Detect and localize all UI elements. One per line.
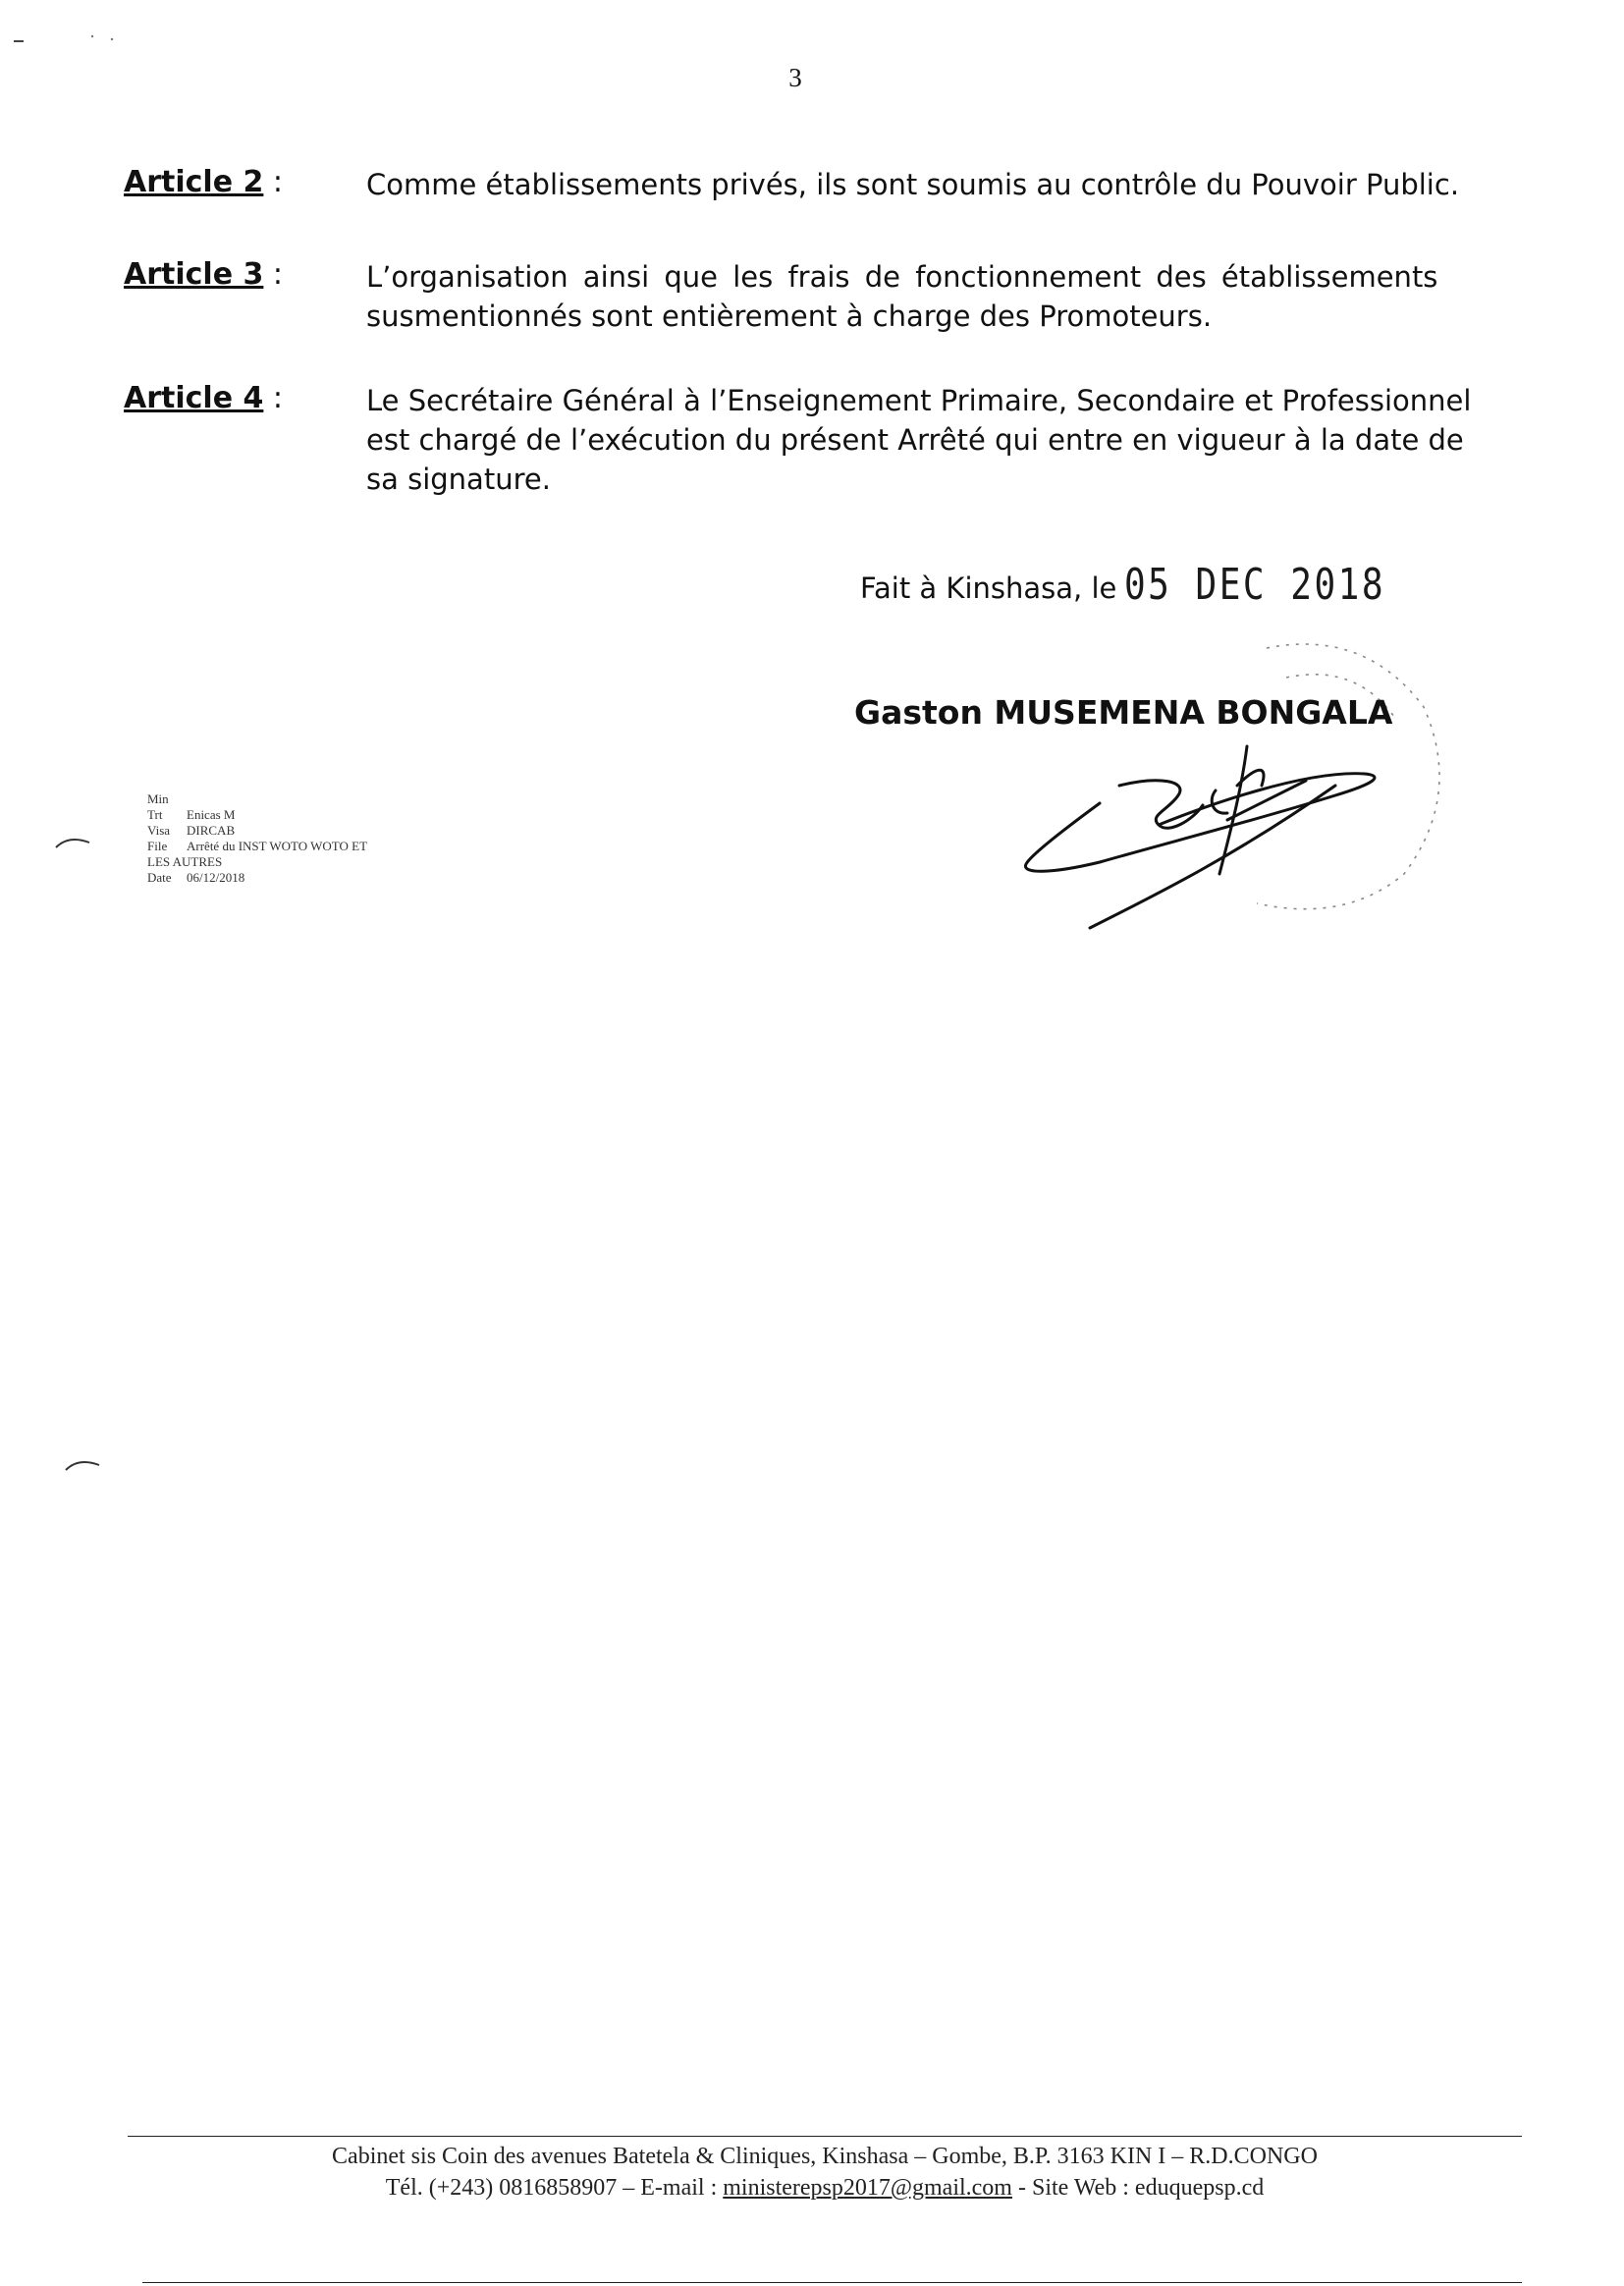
punch-mark <box>64 1455 103 1475</box>
reference-block <box>147 791 367 886</box>
reference-line: Min <box>147 791 169 806</box>
punch-mark <box>54 833 93 852</box>
article-3-text <box>366 257 1471 336</box>
footer-email-link[interactable]: ministerepsp2017@gmail.com <box>723 2175 1012 2201</box>
reference-line: File Arrêté du INST WOTO WOTO ET <box>147 839 368 853</box>
reference-line: LES AUTRES <box>147 854 223 869</box>
article-label-text: Article 2 <box>124 165 264 199</box>
article-label-text: Article 4 <box>124 381 264 415</box>
date-stamp <box>1124 560 1442 610</box>
reference-line: Trt Enicas M <box>147 807 236 822</box>
article-label-text: Article 3 <box>124 257 264 292</box>
footer-contact: Tél. (+243) 0816858907 – E-mail : ministerepsp2017@gmail.com - Site Web : eduquepsp.cd <box>385 2175 1265 2201</box>
footer-address: Cabinet sis Coin des avenues Batetela & Cliniques, Kinshasa – Gombe, B.P. 3163 KIN I – R.D.CONGO <box>332 2144 1318 2169</box>
article-2-text <box>366 165 1471 204</box>
footer-top-rule <box>128 2136 1522 2137</box>
place-date-line <box>860 572 1116 605</box>
article-line: est chargé de l’exécution du présent Arrêté qui entre en vigueur à la date de <box>366 423 1464 457</box>
article-line: sa signature. <box>366 463 551 496</box>
article-2-label: Article 2 : <box>124 165 284 199</box>
reference-line: Date 06/12/2018 <box>147 870 245 885</box>
article-line: L’organisation ainsi que les frais de fonctionnement des établissements <box>366 260 1438 294</box>
article-line: susmentionnés sont entièrement à charge des Promoteurs. <box>366 299 1213 333</box>
article-line: Le Secrétaire Général à l’Enseignement Primaire, Secondaire et Professionnel <box>366 384 1472 417</box>
place-date-prefix: Fait à Kinshasa, le <box>860 572 1117 605</box>
stamped-date: 05 DEC 2018 <box>1124 560 1386 610</box>
scan-specks <box>10 27 118 47</box>
reference-line: Visa DIRCAB <box>147 823 236 838</box>
article-4-label: Article 4 : <box>124 381 284 415</box>
article-line: Comme établissements privés, ils sont soumis au contrôle du Pouvoir Public. <box>366 168 1460 201</box>
page-number: 3 <box>788 63 802 92</box>
article-3-label: Article 3 : <box>124 257 284 292</box>
signatory-name: Gaston MUSEMENA BONGALA <box>854 693 1393 732</box>
footer <box>128 2141 1522 2204</box>
footer-bottom-rule <box>142 2282 1522 2283</box>
article-4-text <box>366 381 1471 499</box>
handwritten-signature <box>1011 727 1384 943</box>
